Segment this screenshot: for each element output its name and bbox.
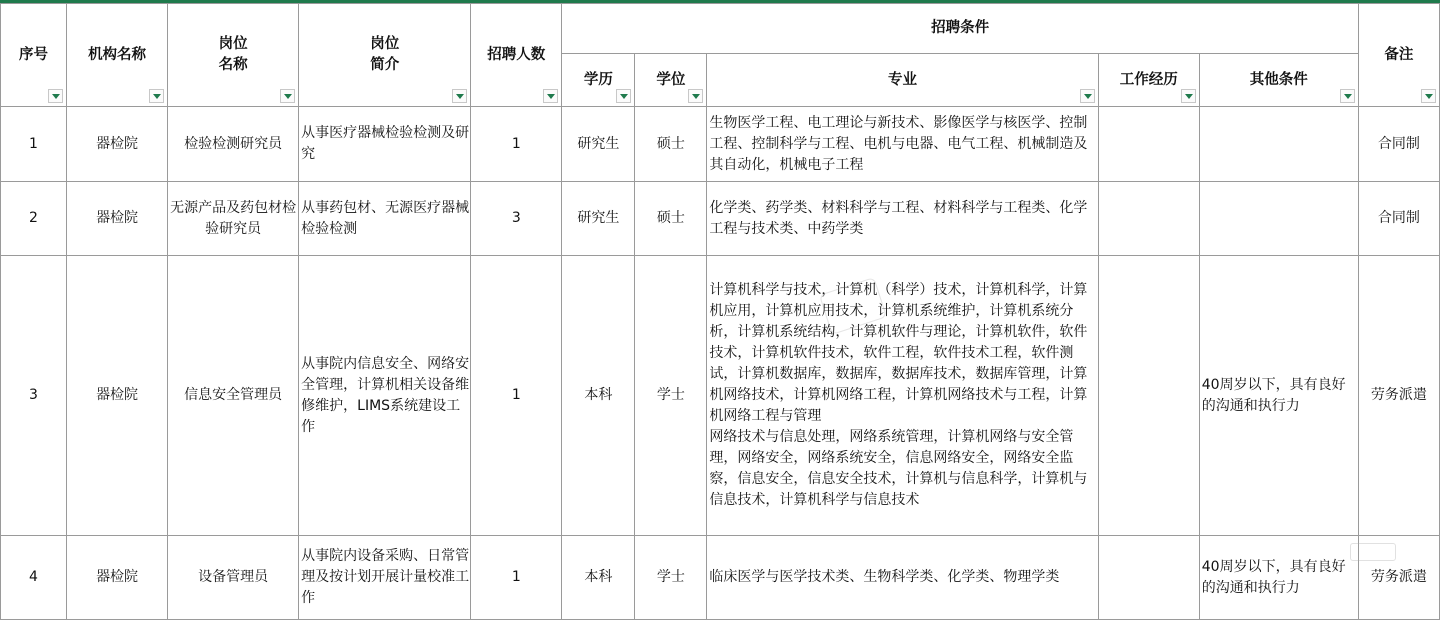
header-education: 学历 — [562, 54, 635, 107]
header-remark: 备注 — [1358, 4, 1439, 107]
table-row — [1, 182, 1440, 256]
header-count: 招聘人数 — [471, 4, 562, 107]
cell-major[interactable]: 化学类、药学类、材料科学与工程、材料科学与工程类、化学工程与技术类、中药学类 — [707, 182, 1098, 256]
cell-education[interactable]: 本科 — [562, 536, 635, 620]
cell-org[interactable]: 器检院 — [67, 256, 168, 536]
cell-post-name[interactable]: 信息安全管理员 — [168, 256, 299, 536]
header-conditions: 招聘条件 — [562, 4, 1359, 54]
header-degree: 学位 — [635, 54, 707, 107]
cell-post-name[interactable]: 设备管理员 — [168, 536, 299, 620]
cell-count[interactable]: 3 — [471, 182, 562, 256]
cell-post-intro[interactable]: 从事药包材、无源医疗器械检验检测 — [299, 182, 471, 256]
cell-count[interactable]: 1 — [471, 107, 562, 182]
cell-count[interactable]: 1 — [471, 256, 562, 536]
filter-dropdown-icon[interactable] — [543, 89, 558, 103]
cell-post-name[interactable]: 检验检测研究员 — [168, 107, 299, 182]
header-experience: 工作经历 — [1098, 54, 1199, 107]
cell-major[interactable] — [707, 256, 1098, 536]
filter-dropdown-icon[interactable] — [1421, 89, 1436, 103]
cell-other[interactable] — [1199, 107, 1358, 182]
cell-education[interactable]: 本科 — [562, 256, 635, 536]
cell-post-intro[interactable]: 从事医疗器械检验检测及研究 — [299, 107, 471, 182]
cell-org[interactable]: 器检院 — [67, 107, 168, 182]
filter-dropdown-icon[interactable] — [616, 89, 631, 103]
header-row-1 — [1, 4, 1440, 54]
cell-degree[interactable]: 硕士 — [635, 182, 707, 256]
cell-other[interactable]: 40周岁以下，具有良好的沟通和执行力 — [1199, 256, 1358, 536]
filter-dropdown-icon[interactable] — [149, 89, 164, 103]
cell-major[interactable]: 临床医学与医学技术类、生物科学类、化学类、物理学类 — [707, 536, 1098, 620]
cell-count[interactable]: 1 — [471, 536, 562, 620]
cell-degree[interactable]: 学士 — [635, 256, 707, 536]
cell-other[interactable]: 40周岁以下，具有良好的沟通和执行力 — [1199, 536, 1358, 620]
cell-post-intro[interactable]: 从事院内信息安全、网络安全管理，计算机相关设备维修维护，LIMS系统建设工作 — [299, 256, 471, 536]
major-text-part-1: 计算机科学与技术，计算机（科学）技术，计算机科学，计算机应用，计算机应用技术，计算机系统维护，计算机系统分析，计算机系统结构，计算机软件与理论，计算机软件，软件技术，计算机软件技术，软件工程，软件技术工程，软件测试，计算机数据库，数据库，数据库技术，数据库管理，计算机网络技术，计算机网络工程，计算机网络技术与工程，计算机网络工程与管理 — [709, 282, 1088, 424]
cell-degree[interactable]: 学士 — [635, 536, 707, 620]
table-row — [1, 107, 1440, 182]
cell-seq[interactable]: 2 — [1, 182, 67, 256]
header-post-intro: 岗位 简介 — [299, 4, 471, 107]
filter-dropdown-icon[interactable] — [1080, 89, 1095, 103]
cell-degree[interactable]: 硕士 — [635, 107, 707, 182]
cell-experience[interactable] — [1098, 536, 1199, 620]
cell-other[interactable] — [1199, 182, 1358, 256]
cell-seq[interactable]: 4 — [1, 536, 67, 620]
cell-post-intro[interactable]: 从事院内设备采购、日常管理及按计划开展计量校准工作 — [299, 536, 471, 620]
filter-dropdown-icon[interactable] — [48, 89, 63, 103]
filter-dropdown-icon[interactable] — [688, 89, 703, 103]
cell-remark[interactable]: 合同制 — [1358, 107, 1439, 182]
cell-remark[interactable]: 劳务派遣 — [1358, 536, 1439, 620]
header-post-name: 岗位 名称 — [168, 4, 299, 107]
filter-dropdown-icon[interactable] — [280, 89, 295, 103]
filter-dropdown-icon[interactable] — [1181, 89, 1196, 103]
header-org: 机构名称 — [67, 4, 168, 107]
table-row — [1, 536, 1440, 620]
cell-org[interactable]: 器检院 — [67, 536, 168, 620]
recruitment-table — [0, 3, 1440, 620]
cell-org[interactable]: 器检院 — [67, 182, 168, 256]
cell-remark[interactable]: 劳务派遣 — [1358, 256, 1439, 536]
cell-major[interactable]: 生物医学工程、电工理论与新技术、影像医学与核医学、控制工程、控制科学与工程、电机与电器、电气工程、机械制造及其自动化，机械电子工程 — [707, 107, 1098, 182]
cell-post-name[interactable]: 无源产品及药包材检验研究员 — [168, 182, 299, 256]
cell-seq[interactable]: 3 — [1, 256, 67, 536]
cell-experience[interactable] — [1098, 107, 1199, 182]
filter-dropdown-icon[interactable] — [452, 89, 467, 103]
cell-education[interactable]: 研究生 — [562, 107, 635, 182]
major-text-part-2: 网络技术与信息处理，网络系统管理，计算机网络与安全管理，网络安全，网络系统安全，信息网络安全，网络安全监察，信息安全，信息安全技术，计算机与信息科学，计算机与信息技术，计算机科学与信息技术 — [709, 429, 1088, 508]
cell-remark[interactable]: 合同制 — [1358, 182, 1439, 256]
filter-dropdown-icon[interactable] — [1340, 89, 1355, 103]
header-seq: 序号 — [1, 4, 67, 107]
header-other: 其他条件 — [1199, 54, 1358, 107]
header-major: 专业 — [707, 54, 1098, 107]
cell-experience[interactable] — [1098, 182, 1199, 256]
cell-education[interactable]: 研究生 — [562, 182, 635, 256]
table-row — [1, 256, 1440, 536]
cell-seq[interactable]: 1 — [1, 107, 67, 182]
cell-experience[interactable] — [1098, 256, 1199, 536]
